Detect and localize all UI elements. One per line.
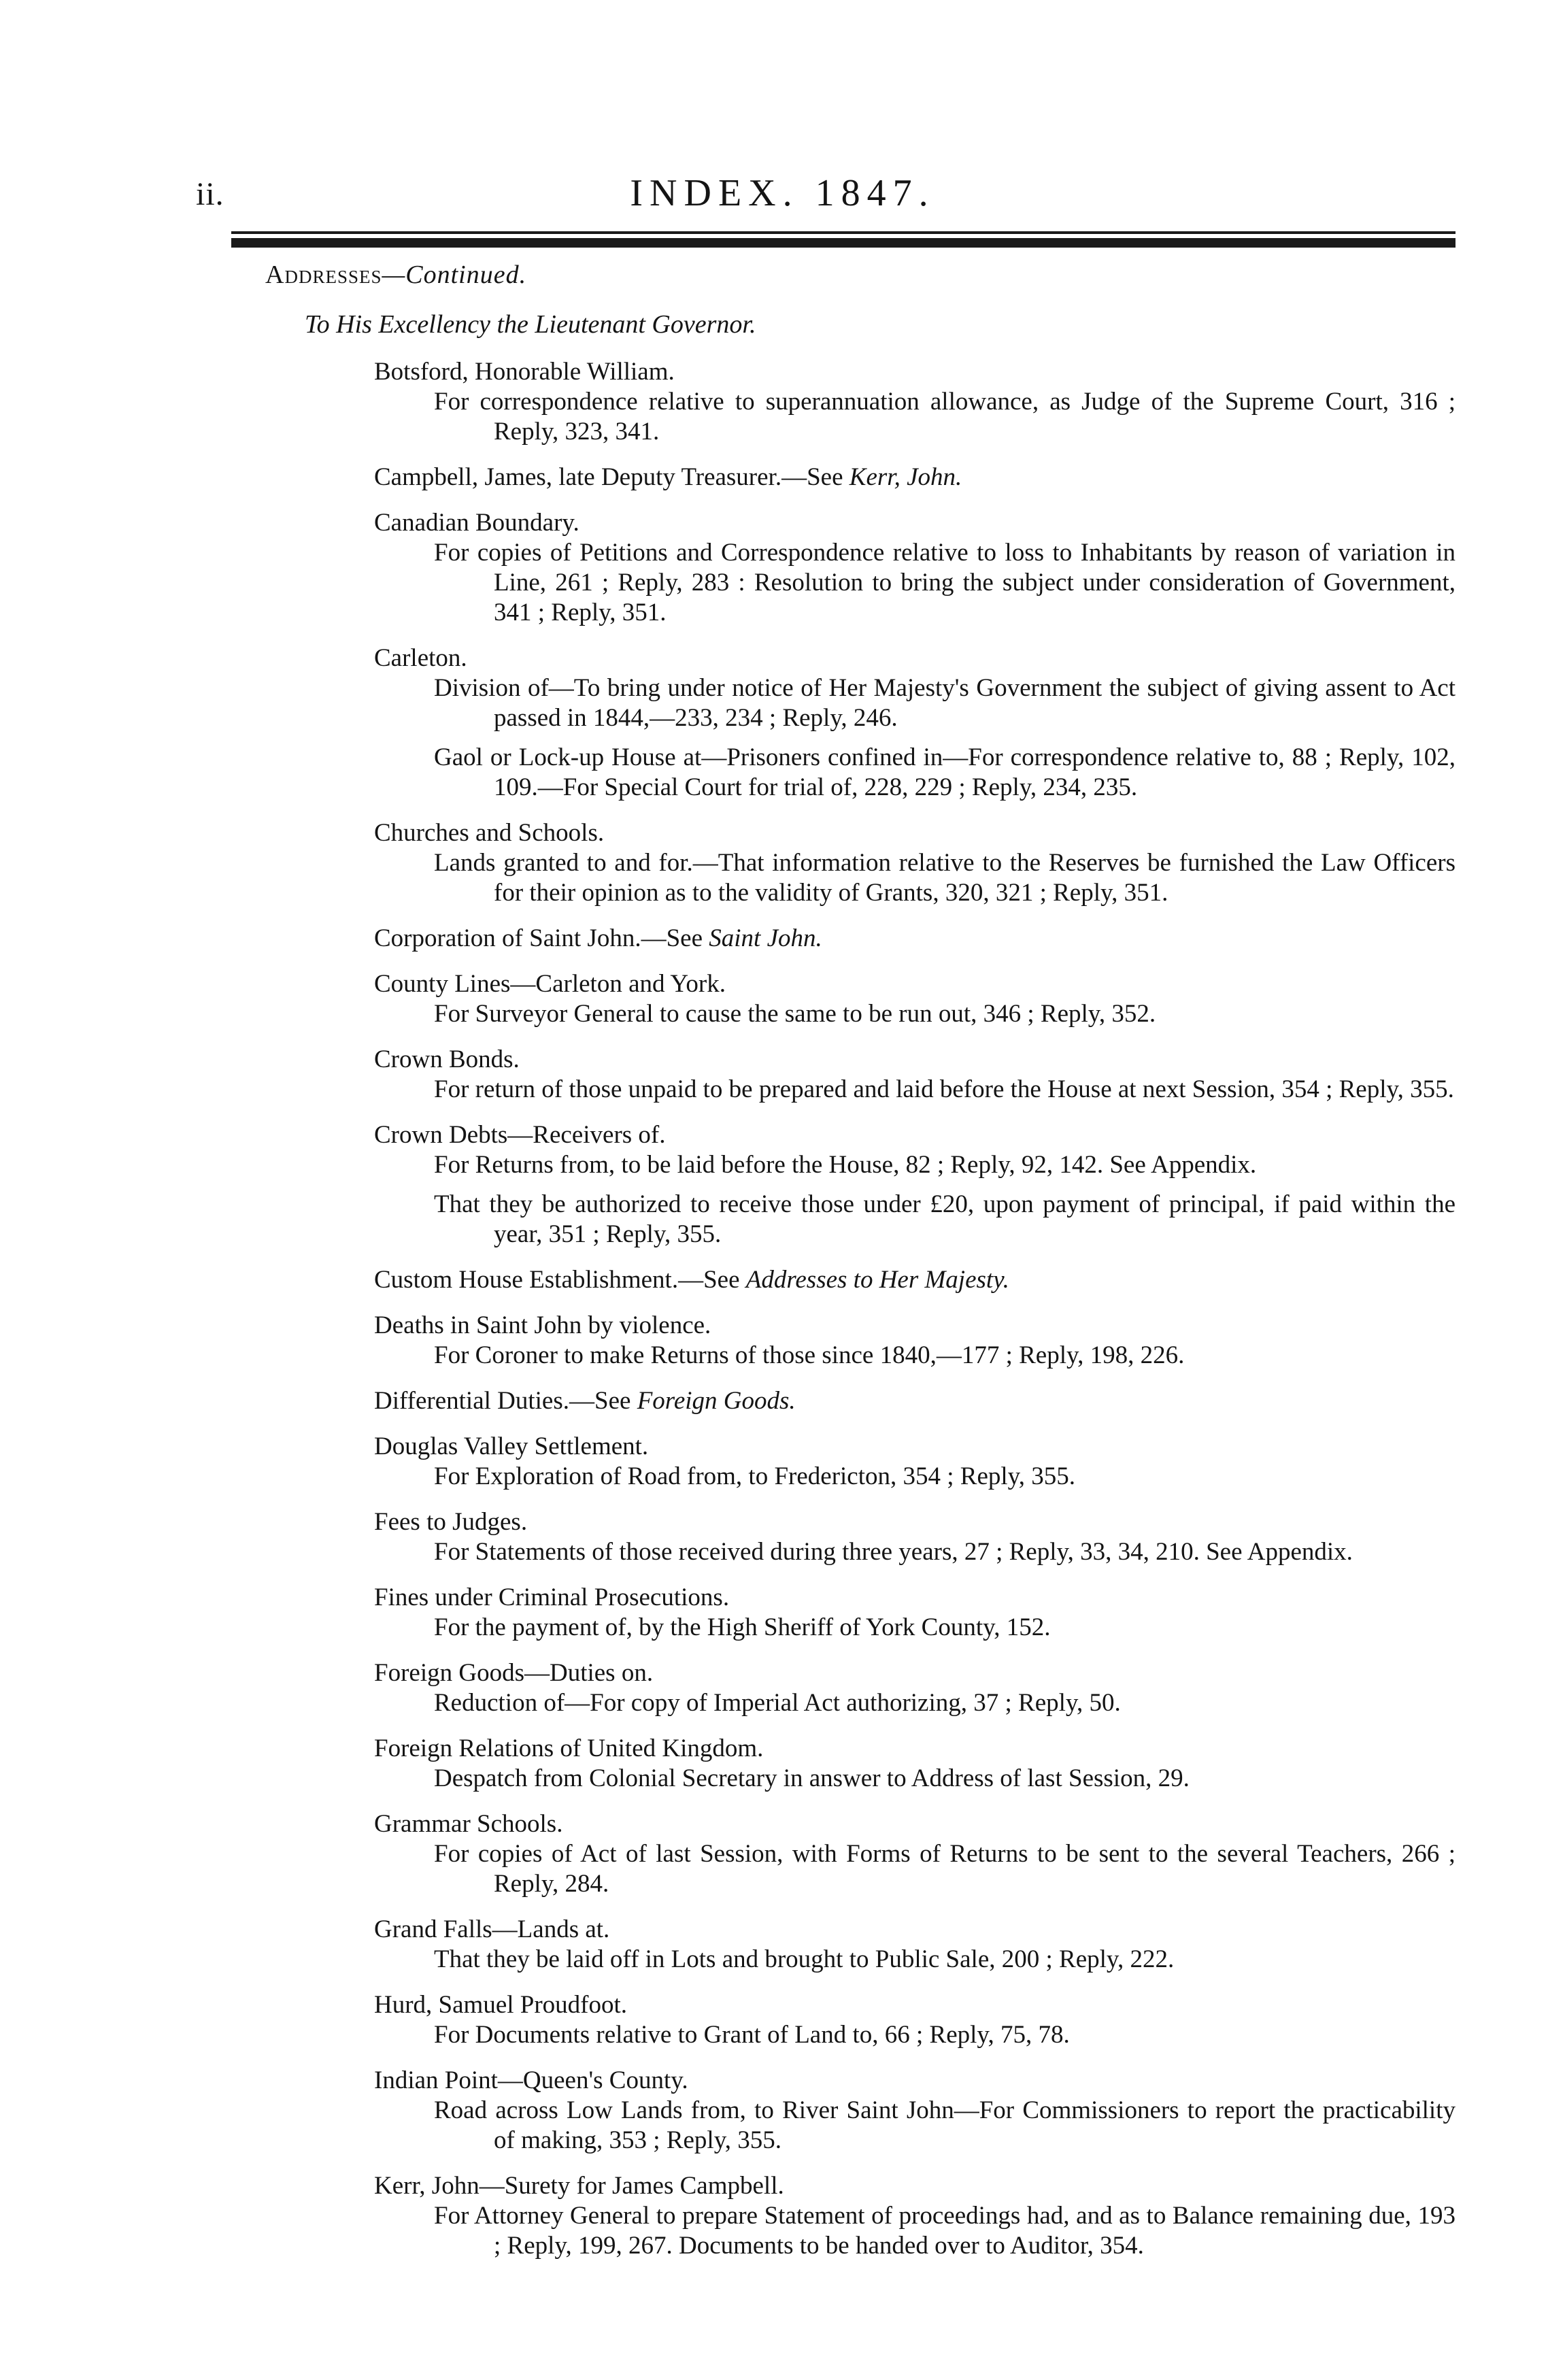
entry-title: [374, 1583, 1455, 1613]
entry-title: [374, 818, 1455, 848]
entry-title-text: Custom House Establishment.—See: [374, 1266, 746, 1294]
entry-title-text: Botsford, Honorable William.: [374, 358, 675, 386]
index-entries: [374, 357, 1455, 2277]
entry-title-text: Hurd, Samuel Proudfoot.: [374, 1991, 628, 2019]
entry-title: [374, 1386, 1455, 1416]
entry-line: For Statements of those received during three years, 27 ; Reply, 33, 34, 210. See Appendix.: [434, 1538, 1353, 1566]
entry-line: For copies of Act of last Session, with Forms of Returns to be sent to the several Teachers, 266 ; Reply, 284.: [434, 1840, 1455, 1898]
entry-title: [374, 463, 1455, 492]
entry-title-reference: Kerr, John.: [849, 463, 962, 491]
entry-title-text: Foreign Goods—Duties on.: [374, 1659, 654, 1687]
entry-title-text: Differential Duties.—See: [374, 1387, 637, 1415]
index-entry: [374, 924, 1455, 954]
entry-title: [374, 1311, 1455, 1341]
entry-title-text: Carleton.: [374, 644, 467, 672]
entry-title: [374, 1507, 1455, 1537]
index-entry: [374, 2066, 1455, 2156]
entry-title: [374, 969, 1455, 999]
entry-line: For Coroner to make Returns of those since 1840,—177 ; Reply, 198, 226.: [434, 1341, 1185, 1369]
entry-title-text: County Lines—Carleton and York.: [374, 970, 726, 998]
entry-line: That they be laid off in Lots and brought to Public Sale, 200 ; Reply, 222.: [434, 1945, 1175, 1973]
entry-title-text: Churches and Schools.: [374, 819, 605, 847]
index-entry: [374, 2171, 1455, 2261]
entry-line: For Attorney General to prepare Statement of proceedings had, and as to Balance remaining due, 193 ; Reply, 199, 267. Documents to be handed over to Auditor, 354.: [434, 2202, 1455, 2260]
index-entry: [374, 508, 1455, 628]
section-label: Addresses: [265, 261, 382, 289]
entry-title: [374, 1734, 1455, 1764]
entry-title-text: Foreign Relations of United Kingdom.: [374, 1734, 764, 1762]
entry-title: [374, 924, 1455, 954]
entry-line: Road across Low Lands from, to River Saint John—For Commissioners to report the practicability of making, 353 ; Reply, 355.: [434, 2096, 1455, 2154]
entry-line: For Exploration of Road from, to Fredericton, 354 ; Reply, 355.: [434, 1462, 1076, 1490]
section-heading: [265, 260, 526, 290]
index-entry: [374, 1915, 1455, 1975]
index-entry: [374, 1658, 1455, 1718]
index-entry: [374, 1265, 1455, 1295]
index-entry: [374, 1386, 1455, 1416]
entry-title-reference: Saint John.: [709, 924, 822, 952]
entry-title: [374, 357, 1455, 387]
entry-line: For correspondence relative to superannuation allowance, as Judge of the Supreme Court, 316 ; Reply, 323, 341.: [434, 388, 1455, 446]
entry-line: That they be authorized to receive those under £20, upon payment of principal, if paid within the year, 351 ; Reply, 355.: [434, 1190, 1455, 1248]
index-entry: [374, 969, 1455, 1029]
entry-line: Lands granted to and for.—That information relative to the Reserves be furnished the Law Officers for their opinion as to the validity of Grants, 320, 321 ; Reply, 351.: [434, 849, 1455, 907]
index-entry: [374, 1432, 1455, 1492]
entry-title-reference: Foreign Goods.: [637, 1387, 796, 1415]
entry-title-text: Crown Bonds.: [374, 1045, 520, 1073]
entry-title-reference: Addresses to Her Majesty.: [745, 1266, 1009, 1294]
entry-title: [374, 1658, 1455, 1688]
section-continued: —Continued.: [382, 261, 527, 289]
entry-line: For the payment of, by the High Sheriff of York County, 152.: [434, 1613, 1051, 1641]
entry-line: For Surveyor General to cause the same to be run out, 346 ; Reply, 352.: [434, 1000, 1156, 1028]
entry-title-text: Grammar Schools.: [374, 1810, 563, 1838]
index-entry: [374, 1120, 1455, 1250]
entry-title-text: Canadian Boundary.: [374, 509, 579, 537]
entry-title: [374, 508, 1455, 538]
entry-line: For Returns from, to be laid before the House, 82 ; Reply, 92, 142. See Appendix.: [434, 1151, 1257, 1179]
entry-title: [374, 643, 1455, 673]
entry-title-text: Grand Falls—Lands at.: [374, 1915, 610, 1943]
section-subheading: To His Excellency the Lieutenant Governor.: [305, 310, 756, 339]
entry-title-text: Deaths in Saint John by violence.: [374, 1311, 711, 1339]
entry-line: Reduction of—For copy of Imperial Act authorizing, 37 ; Reply, 50.: [434, 1689, 1121, 1717]
entry-title: [374, 1915, 1455, 1945]
entry-line: Despatch from Colonial Secretary in answer to Address of last Session, 29.: [434, 1764, 1190, 1792]
index-entry: [374, 1809, 1455, 1899]
entry-title-text: Campbell, James, late Deputy Treasurer.—See: [374, 463, 849, 491]
entry-title: [374, 1990, 1455, 2020]
entry-line: For Documents relative to Grant of Land to, 66 ; Reply, 75, 78.: [434, 2021, 1070, 2049]
entry-title-text: Crown Debts—Receivers of.: [374, 1121, 666, 1149]
page-number: ii.: [196, 176, 224, 212]
entry-title: [374, 1432, 1455, 1462]
entry-title: [374, 2171, 1455, 2201]
index-entry: [374, 818, 1455, 908]
entry-line: For return of those unpaid to be prepared and laid before the House at next Session, 354 ; Reply, 355.: [434, 1075, 1454, 1103]
entry-title: [374, 2066, 1455, 2096]
entry-title: [374, 1045, 1455, 1075]
entry-title-text: Fees to Judges.: [374, 1508, 528, 1536]
entry-title: [374, 1120, 1455, 1150]
entry-title: [374, 1809, 1455, 1839]
entry-title-text: Fines under Criminal Prosecutions.: [374, 1583, 730, 1611]
index-entry: [374, 1045, 1455, 1105]
entry-line: Gaol or Lock-up House at—Prisoners confined in—For correspondence relative to, 88 ; Reply, 102, 109.—For Special Court for trial of, 228, 229 ; Reply, 234, 235.: [434, 743, 1455, 801]
index-entry: [374, 1583, 1455, 1643]
entry-title-text: Douglas Valley Settlement.: [374, 1432, 649, 1460]
header-rule-thin: [231, 231, 1455, 234]
entry-title-text: Indian Point—Queen's County.: [374, 2066, 688, 2094]
index-entry: [374, 1990, 1455, 2050]
entry-title-text: Kerr, John—Surety for James Campbell.: [374, 2172, 784, 2200]
entry-line: For copies of Petitions and Correspondence relative to loss to Inhabitants by reason of variation in Line, 261 ; Reply, 283 : Resolution to bring the subject under consideration of Government, 341 ; Reply, 351.: [434, 539, 1455, 626]
index-entry: [374, 463, 1455, 492]
index-entry: [374, 357, 1455, 447]
index-entry: [374, 1507, 1455, 1567]
running-title: INDEX. 1847.: [630, 172, 935, 214]
entry-line: Division of—To bring under notice of Her Majesty's Government the subject of giving assent to Act passed in 1844,—233, 234 ; Reply, 246.: [434, 674, 1455, 732]
index-entry: [374, 643, 1455, 803]
index-entry: [374, 1311, 1455, 1371]
entry-title: [374, 1265, 1455, 1295]
index-entry: [374, 1734, 1455, 1794]
entry-title-text: Corporation of Saint John.—See: [374, 924, 709, 952]
header-rule-thick: [231, 238, 1455, 248]
